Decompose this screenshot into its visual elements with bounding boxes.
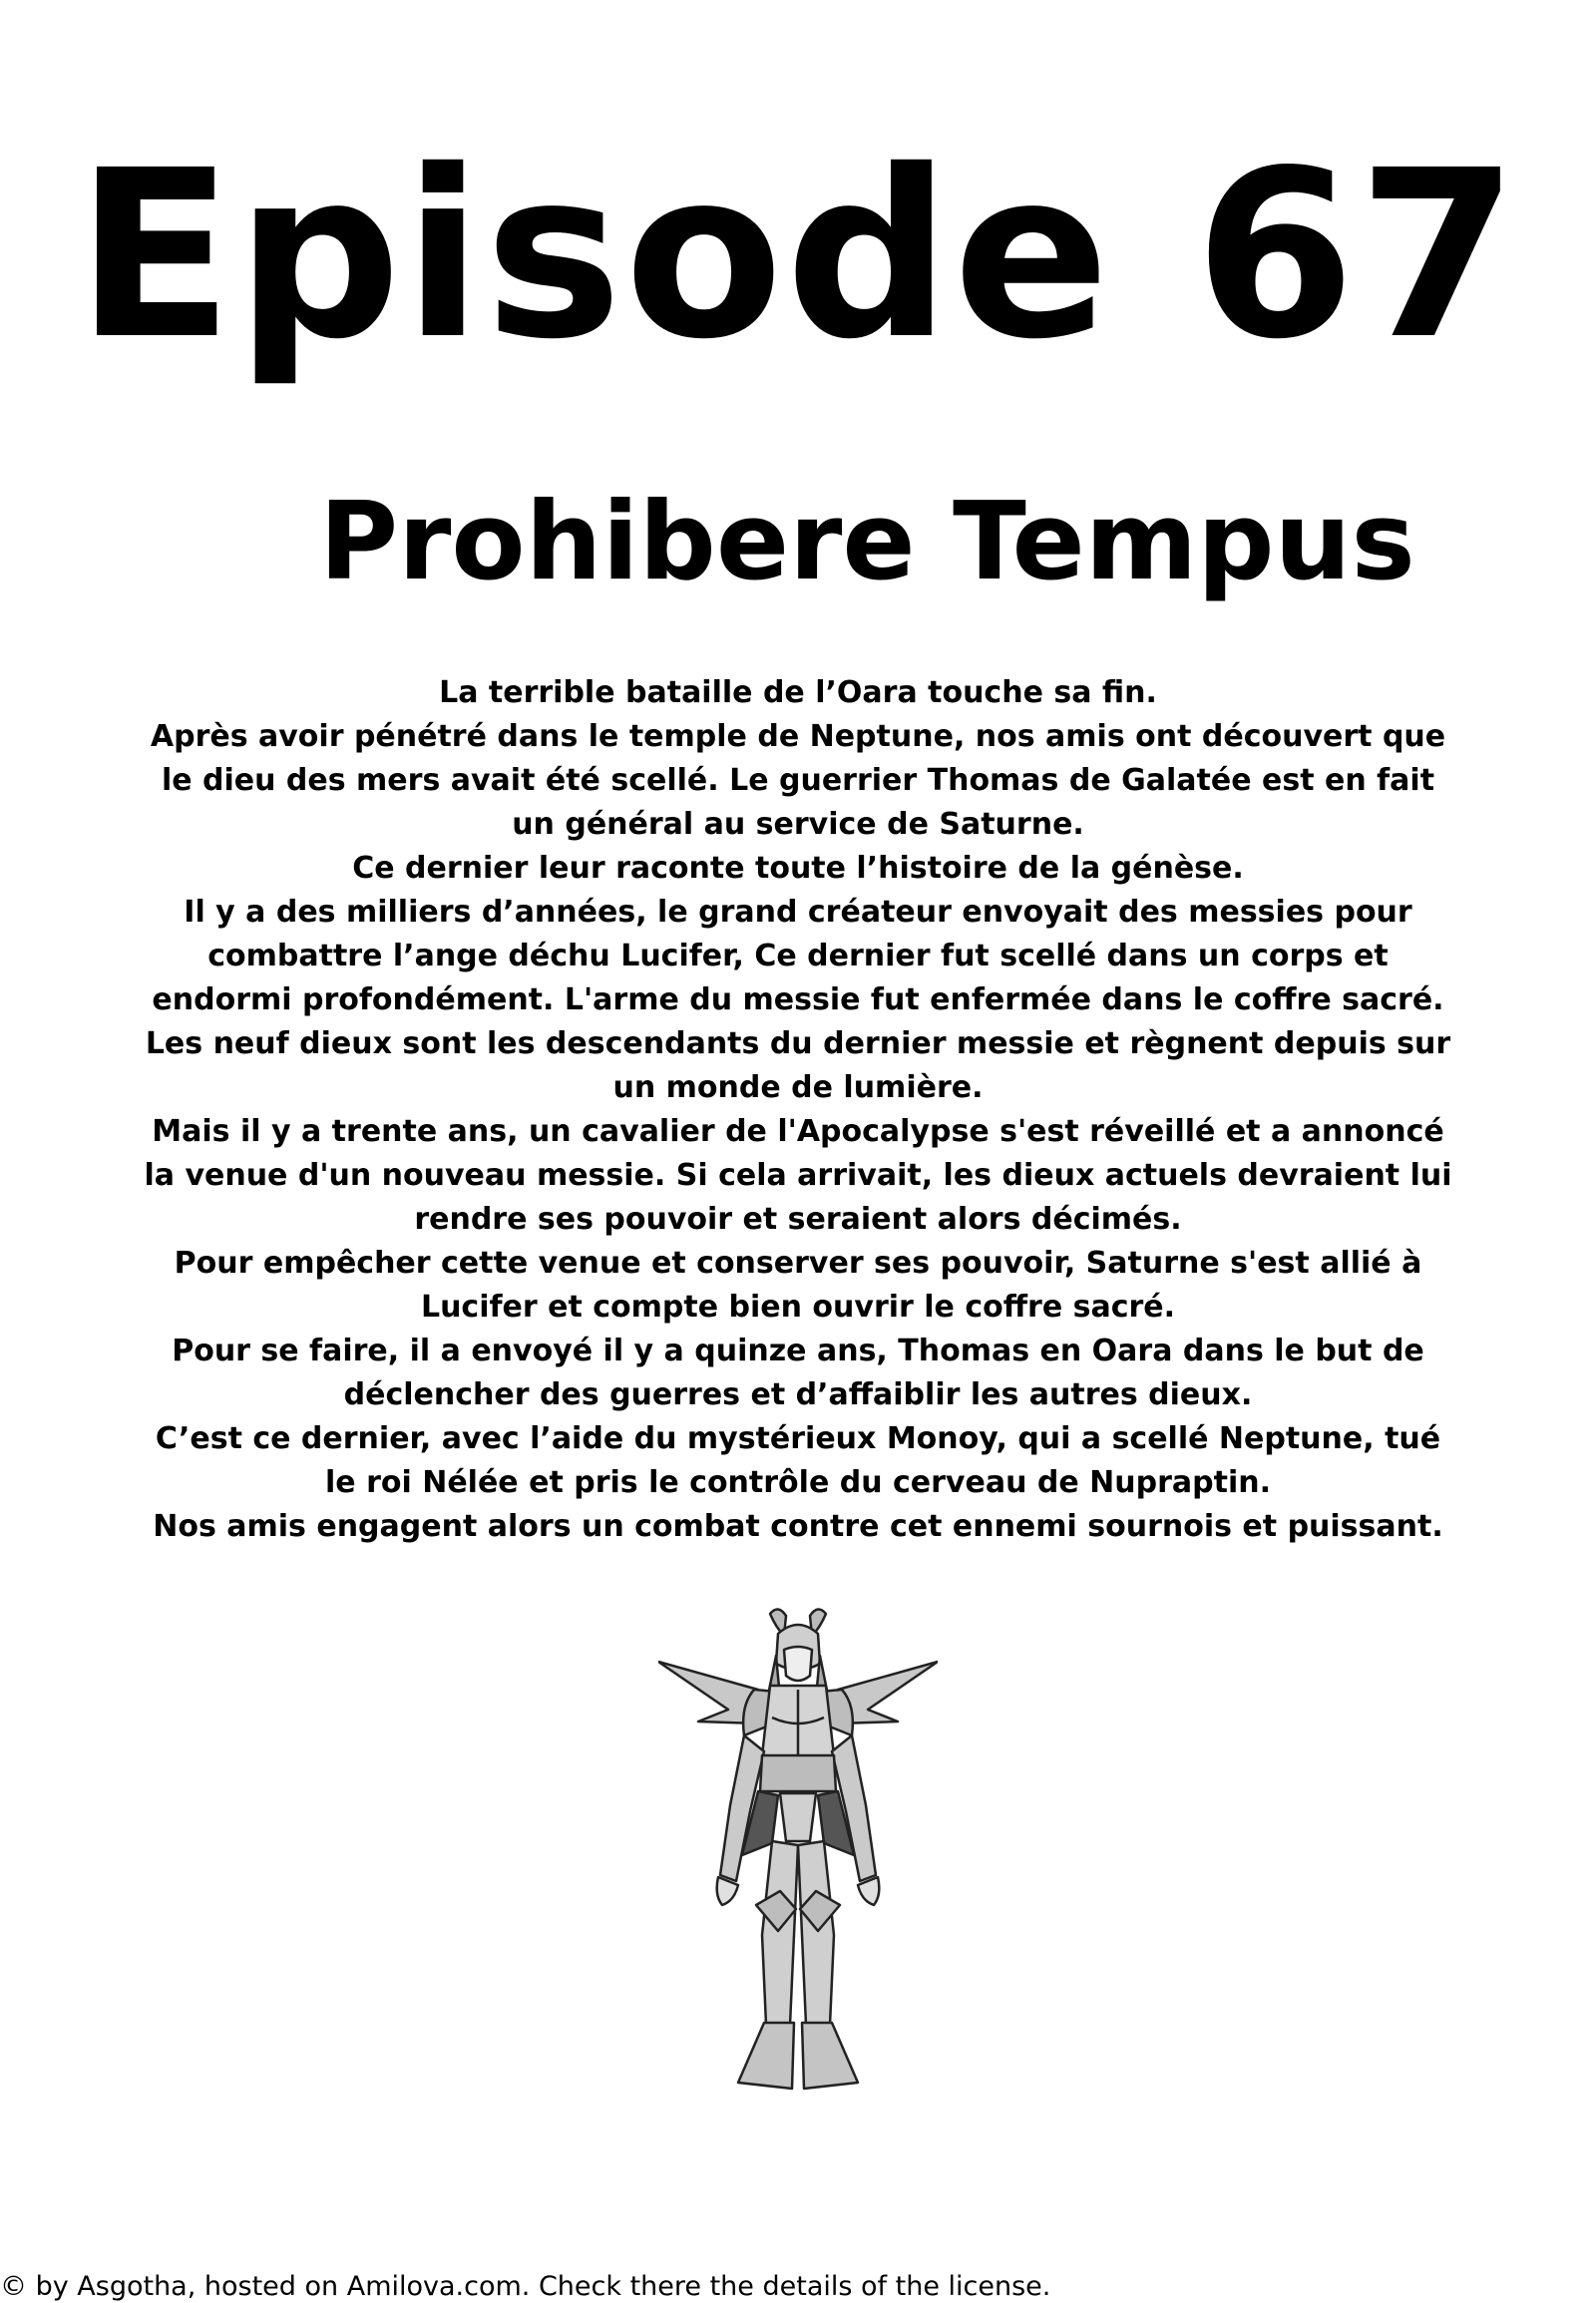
synopsis-paragraph: C’est ce dernier, avec l’aide du mystérieux Monoy, qui a scellé Neptune, tué le roi Nélée et pris le contrôle du cerveau de Nupraptin. [155,1421,1441,1500]
armored-warrior-illustration [658,1606,938,2105]
synopsis-paragraph: Ce dernier leur raconte toute l’histoire de la génèse. [352,851,1244,886]
license-footer: © by Asgotha, hosted on Amilova.com. Check there the details of the license. [0,2271,1051,2302]
synopsis-paragraph: Il y a des milliers d’années, le grand créateur envoyait des messies pour combattre l’ange déchu Lucifer, Ce dernier fut scellé dans un corps et endormi profondément. L'arme du messie fut enfermée dans le coffre sacré. [152,895,1444,1017]
synopsis-paragraph: Pour empêcher cette venue et conserver ses pouvoir, Saturne s'est allié à Lucifer et compte bien ouvrir le coffre sacré. [174,1246,1422,1325]
synopsis-paragraph: Pour se faire, il a envoyé il y a quinze ans, Thomas en Oara dans le but de déclencher des guerres et d’affaiblir les autres dieux. [172,1334,1424,1412]
episode-subtitle: Prohibere Tempus [319,480,1415,604]
synopsis-paragraph: Nos amis engagent alors un combat contre cet ennemi sournois et puissant. [153,1509,1443,1544]
synopsis-paragraph: La terrible bataille de l’Oara touche sa fin. [439,675,1157,710]
episode-title: Episode 67 [75,121,1521,390]
synopsis-paragraph: Après avoir pénétré dans le temple de Neptune, nos amis ont découvert que le dieu des mers avait été scellé. Le guerrier Thomas de Galatée est en fait un général au service de Saturne. [150,719,1446,842]
synopsis [140,671,1456,1549]
synopsis-paragraph: Les neuf dieux sont les descendants du dernier messie et règnent depuis sur un monde de lumière. [145,1026,1451,1105]
synopsis-paragraph: Mais il y a trente ans, un cavalier de l'Apocalypse s'est réveillé et a annoncé la venue d'un nouveau messie. Si cela arrivait, les dieux actuels devraient lui rendre ses pouvoir et seraient alors décimés. [144,1114,1452,1237]
